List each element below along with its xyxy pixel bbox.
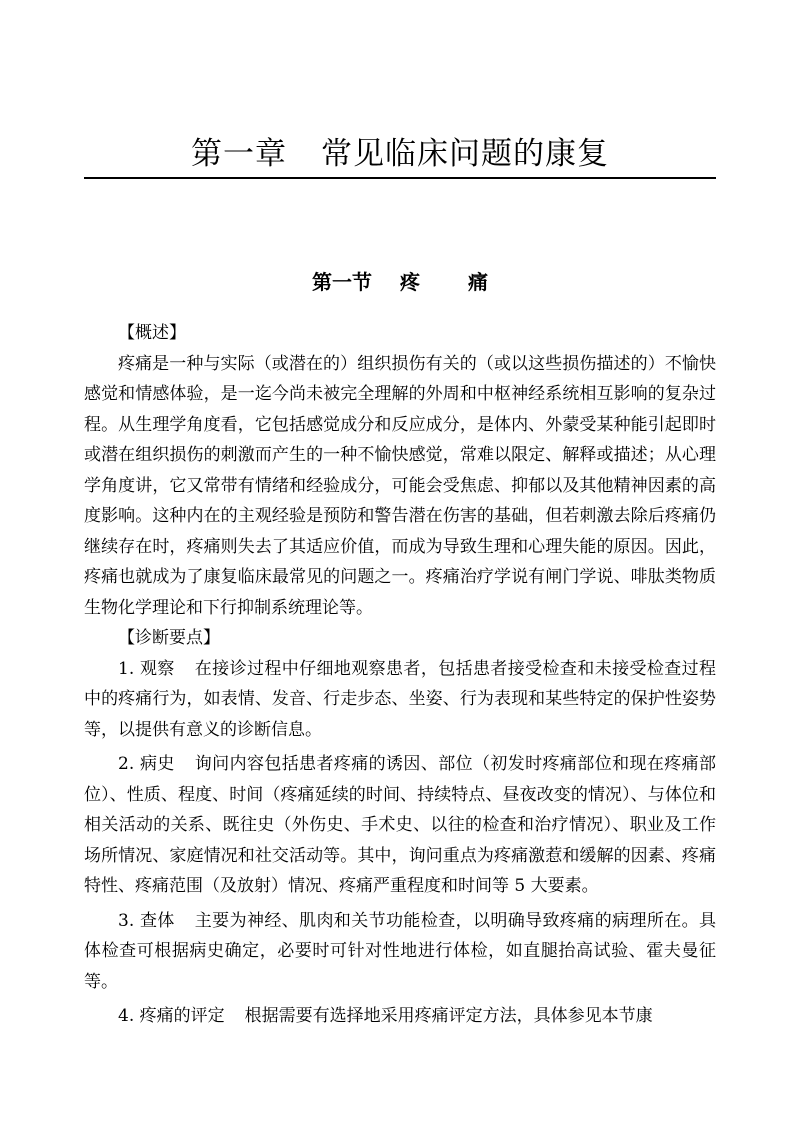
diagnosis-item-text: 主要为神经、肌肉和关节功能检查，以明确导致疼痛的病理所在。具体检查可根据病史确定，必要时可针对性地进行体检，如直腿抬高试验、霍夫曼征等。 <box>84 910 717 992</box>
diagnosis-item-observation <box>84 654 716 746</box>
diagnosis-item-term: 3. 查体 <box>118 910 175 931</box>
diagnosis-item-text: 根据需要有选择地采用疼痛评定方法，具体参见本节康 <box>244 1006 653 1026</box>
section-title <box>0 262 800 302</box>
diagnosis-item-assessment <box>84 1001 716 1032</box>
diagnosis-item-text: 在接诊过程中仔细地观察患者，包括患者接受检查和未接受检查过程中的疼痛行为，如表情、发音、行走步态、坐姿、行为表现和某些特定的保护性姿势等，以提供有意义的诊断信息。 <box>84 658 717 740</box>
section-number: 第一节 <box>312 270 372 294</box>
section-title-char-1: 疼 <box>400 270 420 294</box>
diagnosis-item-exam <box>84 906 716 998</box>
diagnosis-item-term: 4. 疼痛的评定 <box>118 1006 225 1026</box>
chapter-divider <box>84 177 716 179</box>
diagnosis-heading: 【诊断要点】 <box>118 628 220 648</box>
section-title-char-2: 痛 <box>468 270 488 294</box>
chapter-number: 第一章 <box>191 136 287 172</box>
diagnosis-item-term: 2. 病史 <box>118 754 175 774</box>
chapter-name: 常见临床问题的康复 <box>321 136 609 172</box>
diagnosis-item-term: 1. 观察 <box>118 658 175 679</box>
diagnosis-item-text: 询问内容包括患者疼痛的诱因、部位（初发时疼痛部位和现在疼痛部位）、性质、程度、时间（疼痛延续的时间、持续特点、昼夜改变的情况）、与体位和相关活动的关系、既往史（外伤史、手术史、以往的检查和治疗情况）、职业及工作场所情况、家庭情况和社交活动等。其中，询问重点为疼痛激惹和缓解的因素、疼痛特性、疼痛范围（及放射）情况、疼痛严重程度和时间等 5 大要素。 <box>84 754 717 896</box>
overview-heading: 【概述】 <box>118 323 186 343</box>
chapter-title <box>0 126 800 182</box>
diagnosis-item-history <box>84 749 716 902</box>
overview-paragraph: 疼痛是一种与实际（或潜在的）组织损伤有关的（或以这些损伤描述的）不愉快感觉和情感体验，是一迄今尚未被完全理解的外周和中枢神经系统相互影响的复杂过程。从生理学角度看，它包括感觉成分和反应成分，是体内、外蒙受某种能引起即时或潜在组织损伤的刺激而产生的一种不愉快感觉，常难以限定、解释或描述；从心理学角度讲，它又常带有情绪和经验成分，可能会受焦虑、抑郁以及其他精神因素的高度影响。这种内在的主观经验是预防和警告潜在伤害的基础，但若刺激去除后疼痛仍继续存在时，疼痛则失去了其适应价值，而成为导致生理和心理失能的原因。因此，疼痛也就成为了康复临床最常见的问题之一。疼痛治疗学说有闸门学说、啡肽类物质生物化学理论和下行抑制系统理论等。 <box>84 353 716 618</box>
body-text <box>84 318 716 1032</box>
